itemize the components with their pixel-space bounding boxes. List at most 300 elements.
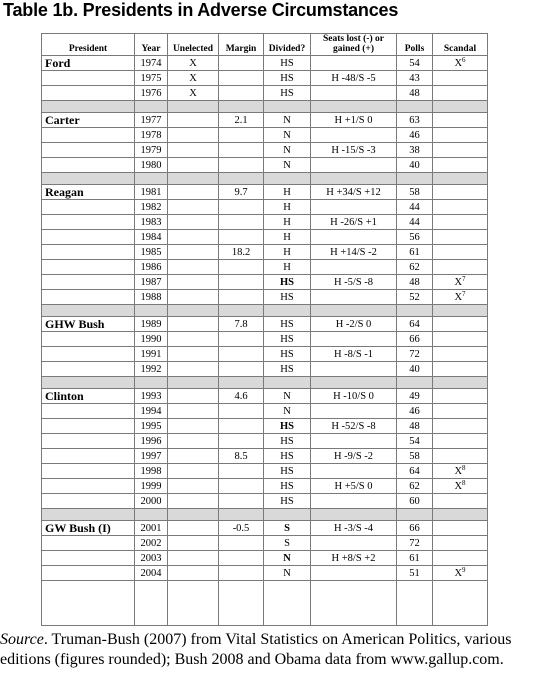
group-separator xyxy=(42,101,488,113)
polls-cell: 49 xyxy=(397,389,433,404)
margin-cell xyxy=(219,347,264,362)
unelected-cell xyxy=(168,200,219,215)
unelected-cell: X xyxy=(168,86,219,101)
seats-cell xyxy=(311,464,397,479)
polls-cell: 38 xyxy=(397,143,433,158)
source-note xyxy=(0,630,533,670)
seats-cell xyxy=(311,158,397,173)
seats-cell: H +5/S 0 xyxy=(311,479,397,494)
president-cell xyxy=(42,566,135,581)
footnote-mark: 8 xyxy=(462,478,466,487)
polls-cell: 44 xyxy=(397,200,433,215)
president-cell xyxy=(42,332,135,347)
margin-cell: 4.6 xyxy=(219,389,264,404)
table-row xyxy=(42,494,488,509)
table-row xyxy=(42,464,488,479)
polls-cell: 64 xyxy=(397,464,433,479)
president-cell: Ford xyxy=(42,56,135,71)
margin-cell xyxy=(219,260,264,275)
polls-cell: 63 xyxy=(397,113,433,128)
year-cell: 1989 xyxy=(135,317,168,332)
year-cell: 1987 xyxy=(135,275,168,290)
table-row xyxy=(42,56,488,71)
unelected-cell xyxy=(168,158,219,173)
seats-cell xyxy=(311,404,397,419)
scandal-cell xyxy=(433,71,488,86)
table-body xyxy=(42,56,488,626)
scandal-cell xyxy=(433,347,488,362)
header-president: President xyxy=(42,34,135,56)
divided-cell: HS xyxy=(264,275,311,290)
divided-cell: H xyxy=(264,230,311,245)
divided-cell: HS xyxy=(264,317,311,332)
table-row xyxy=(42,566,488,581)
scandal-cell xyxy=(433,215,488,230)
year-cell: 1984 xyxy=(135,230,168,245)
footnote-mark: 6 xyxy=(462,55,466,64)
unelected-cell xyxy=(168,143,219,158)
scandal-cell xyxy=(433,86,488,101)
table-row xyxy=(42,245,488,260)
unelected-cell xyxy=(168,290,219,305)
table-row xyxy=(42,536,488,551)
table-row xyxy=(42,260,488,275)
header-seats-line2: gained (+) xyxy=(332,44,375,54)
unelected-cell xyxy=(168,566,219,581)
seats-cell xyxy=(311,362,397,377)
header-seats-line1: Seats lost (-) or xyxy=(323,34,384,44)
seats-cell xyxy=(311,566,397,581)
margin-cell xyxy=(219,86,264,101)
table-row xyxy=(42,215,488,230)
year-cell: 1985 xyxy=(135,245,168,260)
polls-cell: 72 xyxy=(397,536,433,551)
president-cell xyxy=(42,86,135,101)
polls-cell: 51 xyxy=(397,566,433,581)
polls-cell: 66 xyxy=(397,521,433,536)
table-row xyxy=(42,347,488,362)
president-cell xyxy=(42,494,135,509)
unelected-cell xyxy=(168,551,219,566)
margin-cell xyxy=(219,434,264,449)
scandal-cell xyxy=(433,494,488,509)
header-scandal: Scandal xyxy=(433,34,488,56)
table-row xyxy=(42,521,488,536)
seats-cell: H -10/S 0 xyxy=(311,389,397,404)
divided-cell: HS xyxy=(264,56,311,71)
year-cell: 1991 xyxy=(135,347,168,362)
scandal-cell xyxy=(433,434,488,449)
divided-cell: H xyxy=(264,245,311,260)
seats-cell: H -15/S -3 xyxy=(311,143,397,158)
year-cell: 1982 xyxy=(135,200,168,215)
table-row xyxy=(42,230,488,245)
header-unelected: Unelected xyxy=(168,34,219,56)
seats-cell xyxy=(311,200,397,215)
president-cell xyxy=(42,275,135,290)
scandal-cell xyxy=(433,566,488,581)
table-row xyxy=(42,332,488,347)
polls-cell: 62 xyxy=(397,479,433,494)
unelected-cell xyxy=(168,362,219,377)
divided-cell: HS xyxy=(264,332,311,347)
unelected-cell xyxy=(168,185,219,200)
table-row xyxy=(42,419,488,434)
divided-cell: N xyxy=(264,143,311,158)
footnote-mark: 8 xyxy=(462,463,466,472)
margin-cell: 18.2 xyxy=(219,245,264,260)
table-row xyxy=(42,113,488,128)
president-cell: GHW Bush xyxy=(42,317,135,332)
seats-cell xyxy=(311,536,397,551)
divided-cell: N xyxy=(264,566,311,581)
divided-cell: S xyxy=(264,521,311,536)
polls-cell: 62 xyxy=(397,260,433,275)
divided-cell: H xyxy=(264,215,311,230)
footnote-mark: 9 xyxy=(462,565,466,574)
scandal-cell xyxy=(433,521,488,536)
seats-cell xyxy=(311,128,397,143)
year-cell: 1995 xyxy=(135,419,168,434)
unelected-cell xyxy=(168,260,219,275)
president-cell xyxy=(42,245,135,260)
year-cell: 1999 xyxy=(135,479,168,494)
margin-cell xyxy=(219,551,264,566)
unelected-cell xyxy=(168,215,219,230)
scandal-cell xyxy=(433,245,488,260)
seats-cell xyxy=(311,86,397,101)
polls-cell: 61 xyxy=(397,551,433,566)
year-cell: 1980 xyxy=(135,158,168,173)
scandal-cell xyxy=(433,419,488,434)
unelected-cell xyxy=(168,128,219,143)
scandal-cell xyxy=(433,362,488,377)
margin-cell: 7.8 xyxy=(219,317,264,332)
divided-cell: S xyxy=(264,536,311,551)
header-seats xyxy=(311,34,397,56)
table-row xyxy=(42,479,488,494)
divided-cell: HS xyxy=(264,449,311,464)
divided-cell: HS xyxy=(264,464,311,479)
margin-cell xyxy=(219,158,264,173)
unelected-cell: X xyxy=(168,56,219,71)
table-row xyxy=(42,290,488,305)
source-lead: Source xyxy=(0,631,44,648)
year-cell: 2001 xyxy=(135,521,168,536)
scandal-mark: X xyxy=(454,291,463,303)
margin-cell xyxy=(219,479,264,494)
year-cell: 1988 xyxy=(135,290,168,305)
margin-cell xyxy=(219,56,264,71)
seats-cell: H +34/S +12 xyxy=(311,185,397,200)
year-cell: 1990 xyxy=(135,332,168,347)
president-cell: Reagan xyxy=(42,185,135,200)
unelected-cell xyxy=(168,434,219,449)
divided-cell: HS xyxy=(264,419,311,434)
table-row xyxy=(42,200,488,215)
president-cell xyxy=(42,449,135,464)
seats-cell: H -5/S -8 xyxy=(311,275,397,290)
unelected-cell xyxy=(168,494,219,509)
scandal-mark: X xyxy=(454,57,463,69)
polls-cell: 44 xyxy=(397,215,433,230)
seats-cell xyxy=(311,56,397,71)
polls-cell: 56 xyxy=(397,230,433,245)
source-text: . Truman-Bush (2007) from Vital Statistics on American Politics, various editions (figures rounded); Bush 2008 and Obama data from www.gallup.com. xyxy=(0,631,512,668)
margin-cell xyxy=(219,200,264,215)
table-row xyxy=(42,86,488,101)
seats-cell: H -9/S -2 xyxy=(311,449,397,464)
seats-cell xyxy=(311,332,397,347)
president-cell: Carter xyxy=(42,113,135,128)
scandal-cell xyxy=(433,389,488,404)
president-cell xyxy=(42,71,135,86)
unelected-cell xyxy=(168,317,219,332)
polls-cell: 46 xyxy=(397,404,433,419)
polls-cell: 54 xyxy=(397,56,433,71)
year-cell: 1975 xyxy=(135,71,168,86)
scandal-cell xyxy=(433,404,488,419)
margin-cell xyxy=(219,230,264,245)
table-title: Table 1b. Presidents in Adverse Circumstances xyxy=(3,0,399,20)
polls-cell: 66 xyxy=(397,332,433,347)
president-cell xyxy=(42,260,135,275)
year-cell: 2004 xyxy=(135,566,168,581)
footnote-mark: 7 xyxy=(462,289,466,298)
divided-cell: HS xyxy=(264,362,311,377)
blank-row xyxy=(42,581,488,626)
year-cell: 1994 xyxy=(135,404,168,419)
divided-cell: N xyxy=(264,389,311,404)
polls-cell: 48 xyxy=(397,419,433,434)
margin-cell xyxy=(219,464,264,479)
polls-cell: 61 xyxy=(397,245,433,260)
seats-cell: H -8/S -1 xyxy=(311,347,397,362)
unelected-cell xyxy=(168,536,219,551)
president-cell: Clinton xyxy=(42,389,135,404)
seats-cell: H -48/S -5 xyxy=(311,71,397,86)
year-cell: 1977 xyxy=(135,113,168,128)
divided-cell: H xyxy=(264,260,311,275)
scandal-mark: X xyxy=(454,276,463,288)
divided-cell: HS xyxy=(264,290,311,305)
unelected-cell xyxy=(168,464,219,479)
president-cell xyxy=(42,404,135,419)
seats-cell xyxy=(311,230,397,245)
margin-cell: 9.7 xyxy=(219,185,264,200)
polls-cell: 48 xyxy=(397,86,433,101)
header-divided: Divided? xyxy=(264,34,311,56)
group-separator xyxy=(42,173,488,185)
seats-cell: H -3/S -4 xyxy=(311,521,397,536)
president-cell xyxy=(42,479,135,494)
table-row xyxy=(42,317,488,332)
margin-cell xyxy=(219,275,264,290)
president-cell xyxy=(42,200,135,215)
margin-cell xyxy=(219,290,264,305)
year-cell: 1983 xyxy=(135,215,168,230)
polls-cell: 40 xyxy=(397,362,433,377)
polls-cell: 48 xyxy=(397,275,433,290)
table-row xyxy=(42,404,488,419)
unelected-cell xyxy=(168,479,219,494)
unelected-cell xyxy=(168,230,219,245)
scandal-cell xyxy=(433,275,488,290)
unelected-cell xyxy=(168,113,219,128)
seats-cell: H -2/S 0 xyxy=(311,317,397,332)
polls-cell: 72 xyxy=(397,347,433,362)
polls-cell: 52 xyxy=(397,290,433,305)
scandal-cell xyxy=(433,260,488,275)
scandal-mark: X xyxy=(454,480,463,492)
table-row xyxy=(42,275,488,290)
year-cell: 1992 xyxy=(135,362,168,377)
margin-cell xyxy=(219,362,264,377)
scandal-cell xyxy=(433,449,488,464)
unelected-cell xyxy=(168,275,219,290)
divided-cell: H xyxy=(264,200,311,215)
year-cell: 1986 xyxy=(135,260,168,275)
unelected-cell xyxy=(168,332,219,347)
unelected-cell xyxy=(168,419,219,434)
unelected-cell xyxy=(168,389,219,404)
header-polls: Polls xyxy=(397,34,433,56)
unelected-cell xyxy=(168,347,219,362)
year-cell: 1974 xyxy=(135,56,168,71)
polls-cell: 58 xyxy=(397,449,433,464)
year-cell: 2000 xyxy=(135,494,168,509)
year-cell: 1981 xyxy=(135,185,168,200)
table-row xyxy=(42,71,488,86)
divided-cell: HS xyxy=(264,479,311,494)
group-separator xyxy=(42,509,488,521)
margin-cell: -0.5 xyxy=(219,521,264,536)
divided-cell: N xyxy=(264,404,311,419)
table-row xyxy=(42,362,488,377)
polls-cell: 64 xyxy=(397,317,433,332)
seats-cell xyxy=(311,434,397,449)
seats-cell xyxy=(311,494,397,509)
margin-cell xyxy=(219,128,264,143)
margin-cell xyxy=(219,566,264,581)
polls-cell: 43 xyxy=(397,71,433,86)
scandal-cell xyxy=(433,128,488,143)
seats-cell: H -52/S -8 xyxy=(311,419,397,434)
seats-cell xyxy=(311,260,397,275)
year-cell: 1997 xyxy=(135,449,168,464)
margin-cell: 8.5 xyxy=(219,449,264,464)
divided-cell: N xyxy=(264,128,311,143)
margin-cell xyxy=(219,536,264,551)
unelected-cell xyxy=(168,404,219,419)
president-cell xyxy=(42,143,135,158)
margin-cell xyxy=(219,215,264,230)
divided-cell: N xyxy=(264,113,311,128)
scandal-mark: X xyxy=(454,465,463,477)
scandal-cell xyxy=(433,536,488,551)
table-row xyxy=(42,551,488,566)
divided-cell: HS xyxy=(264,434,311,449)
president-cell xyxy=(42,464,135,479)
seats-cell: H -26/S +1 xyxy=(311,215,397,230)
scandal-cell xyxy=(433,332,488,347)
scandal-cell xyxy=(433,317,488,332)
divided-cell: N xyxy=(264,158,311,173)
seats-cell: H +1/S 0 xyxy=(311,113,397,128)
scandal-cell xyxy=(433,551,488,566)
header-year: Year xyxy=(135,34,168,56)
president-cell xyxy=(42,158,135,173)
margin-cell xyxy=(219,419,264,434)
unelected-cell xyxy=(168,521,219,536)
president-cell xyxy=(42,434,135,449)
year-cell: 2003 xyxy=(135,551,168,566)
unelected-cell xyxy=(168,449,219,464)
unelected-cell xyxy=(168,245,219,260)
scandal-cell xyxy=(433,230,488,245)
presidents-table xyxy=(41,33,488,626)
president-cell xyxy=(42,362,135,377)
scandal-cell xyxy=(433,290,488,305)
scandal-cell xyxy=(433,143,488,158)
margin-cell xyxy=(219,404,264,419)
table-row xyxy=(42,389,488,404)
year-cell: 1979 xyxy=(135,143,168,158)
table-row xyxy=(42,128,488,143)
president-cell xyxy=(42,215,135,230)
president-cell xyxy=(42,536,135,551)
table-row xyxy=(42,185,488,200)
polls-cell: 60 xyxy=(397,494,433,509)
polls-cell: 54 xyxy=(397,434,433,449)
president-cell xyxy=(42,419,135,434)
polls-cell: 58 xyxy=(397,185,433,200)
year-cell: 1993 xyxy=(135,389,168,404)
header-row xyxy=(42,34,488,56)
header-margin: Margin xyxy=(219,34,264,56)
year-cell: 1976 xyxy=(135,86,168,101)
scandal-cell xyxy=(433,113,488,128)
polls-cell: 40 xyxy=(397,158,433,173)
group-separator xyxy=(42,377,488,389)
scandal-cell xyxy=(433,158,488,173)
seats-cell: H +8/S +2 xyxy=(311,551,397,566)
president-cell: GW Bush (I) xyxy=(42,521,135,536)
divided-cell: N xyxy=(264,551,311,566)
scandal-cell xyxy=(433,185,488,200)
seats-cell: H +14/S -2 xyxy=(311,245,397,260)
scandal-mark: X xyxy=(454,567,463,579)
polls-cell: 46 xyxy=(397,128,433,143)
scandal-cell xyxy=(433,464,488,479)
margin-cell xyxy=(219,143,264,158)
table-row xyxy=(42,158,488,173)
margin-cell xyxy=(219,332,264,347)
year-cell: 1978 xyxy=(135,128,168,143)
divided-cell: HS xyxy=(264,86,311,101)
divided-cell: H xyxy=(264,185,311,200)
president-cell xyxy=(42,290,135,305)
table-row xyxy=(42,434,488,449)
scandal-cell xyxy=(433,56,488,71)
scandal-cell xyxy=(433,479,488,494)
president-cell xyxy=(42,128,135,143)
margin-cell xyxy=(219,71,264,86)
divided-cell: HS xyxy=(264,71,311,86)
year-cell: 2002 xyxy=(135,536,168,551)
margin-cell xyxy=(219,494,264,509)
group-separator xyxy=(42,305,488,317)
